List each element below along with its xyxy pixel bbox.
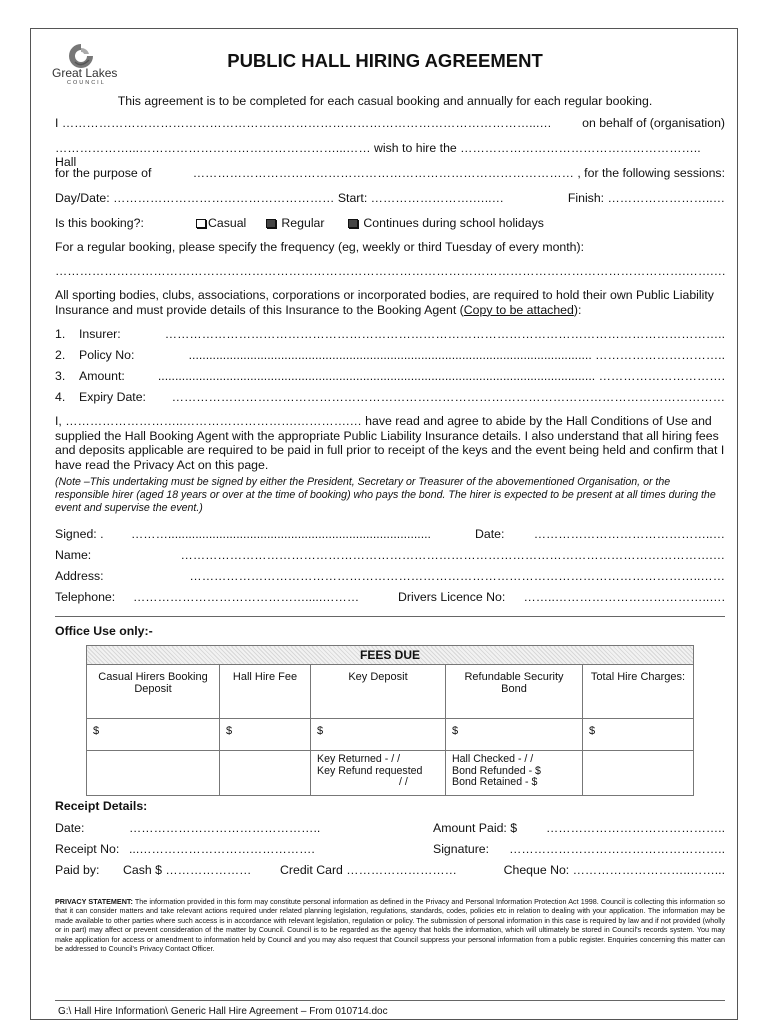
fees-due-header: FEES DUE	[87, 646, 694, 665]
hall-hire-fee-amount[interactable]: $	[220, 719, 311, 751]
casual-checkbox[interactable]	[196, 219, 206, 228]
date-field[interactable]: ……………………………………..…	[533, 527, 725, 541]
col-hall-hire-fee: Hall Hire Fee	[220, 665, 311, 719]
day-date-line[interactable]	[55, 191, 725, 205]
cheque-field[interactable]: Cheque No: ………………………..……...	[503, 863, 725, 877]
address-field[interactable]: ……………………………………………………………………………………………………………..……	[189, 569, 725, 583]
name-line[interactable]	[55, 548, 725, 562]
expiry-field[interactable]: ………………………………………………………………………………………………………………………	[171, 390, 725, 404]
receipt-date-line[interactable]	[55, 821, 725, 835]
regular-option[interactable]	[266, 216, 325, 230]
paid-by-label: Paid by:	[55, 863, 100, 877]
address-label: Address:	[55, 569, 104, 583]
purpose-label: for the purpose of	[55, 166, 152, 180]
office-use-heading: Office Use only:-	[55, 624, 153, 638]
expiry-label: Expiry Date:	[79, 390, 146, 404]
signed-field[interactable]: ……….............................................................................	[131, 527, 431, 541]
logo-name: Great Lakes	[52, 66, 118, 80]
frequency-question: For a regular booking, please specify the frequency (eg, weekly or third Tuesday of every month):	[55, 240, 585, 254]
receipt-date-field[interactable]: ………………………………………..	[129, 821, 321, 835]
cash-field[interactable]: Cash $ …………………	[123, 863, 252, 877]
copy-attached-text: Copy to be attached	[463, 302, 574, 317]
fees-table	[86, 645, 694, 796]
hall-checked-text: Hall Checked - / /	[452, 753, 534, 765]
signed-label: Signed: .	[55, 527, 104, 541]
key-return-cell[interactable]	[311, 751, 446, 796]
address-line[interactable]	[55, 569, 725, 583]
footer-path: G:\ Hall Hire Information\ Generic Hall Hire Agreement – From 010714.doc	[58, 1006, 388, 1017]
security-bond-amount[interactable]: $	[446, 719, 583, 751]
footer-divider	[55, 1000, 725, 1001]
total-charges-amount[interactable]: $	[583, 719, 694, 751]
name-field[interactable]: ………………………………………………………………………………………………………………….…	[180, 548, 725, 562]
date-label: Date:	[475, 527, 505, 541]
hall-check-cell[interactable]	[446, 751, 583, 796]
logo-subtitle: COUNCIL	[67, 80, 106, 86]
key-refund-text: Key Refund requested	[317, 764, 423, 777]
booking-type-label: Is this booking?:	[55, 216, 144, 230]
credit-card-field[interactable]: Credit Card ………………………	[280, 863, 457, 877]
telephone-field[interactable]: …………………………………….....………	[133, 590, 360, 604]
receipt-no-label: Receipt No:	[55, 842, 120, 856]
privacy-label: PRIVACY STATEMENT:	[55, 897, 133, 906]
receipt-signature-label: Signature:	[433, 842, 490, 856]
insurer-field[interactable]: ………………………………………………………………………………………………………………………..	[164, 327, 725, 341]
col-casual-deposit: Casual Hirers Booking Deposit	[87, 665, 220, 719]
booking-type-line	[55, 216, 725, 230]
intro-text: This agreement is to be completed for each casual booking and annually for each regular booking.	[117, 94, 653, 108]
continues-checkbox[interactable]	[348, 219, 358, 228]
receipt-no-field[interactable]: ...…………………………………….	[129, 842, 315, 856]
privacy-statement	[55, 897, 725, 953]
hirer-name-field[interactable]: I ……………………………………………………………………………………………………...…	[55, 116, 552, 130]
continues-label: Continues during school holidays	[363, 216, 544, 230]
casual-deposit-amount[interactable]: $	[87, 719, 220, 751]
hirer-line[interactable]	[55, 116, 725, 130]
receipt-heading: Receipt Details:	[55, 799, 148, 813]
purpose-line[interactable]	[55, 166, 725, 180]
regular-checkbox[interactable]	[266, 219, 276, 228]
receipt-signature-field[interactable]: ……………………………………………..	[509, 842, 725, 856]
signing-note: (Note –This undertaking must be signed by either the President, Secretary or Treasurer of the abovementioned Organisation, or the responsible hirer (aged 18 years or over at the time of booking) who pays the bond. The hirer is expected to be present at all times during the event and supervise the event.)	[55, 476, 716, 514]
paid-by-line[interactable]	[55, 863, 725, 877]
continues-option[interactable]	[348, 216, 544, 230]
finish-field[interactable]: Finish: ……………………..…	[567, 191, 725, 205]
bond-refunded-text: Bond Refunded - $	[452, 764, 541, 777]
bond-retained-text: Bond Retained - $	[452, 776, 538, 788]
receipt-no-line[interactable]	[55, 842, 725, 856]
licence-label: Drivers Licence No:	[398, 590, 506, 604]
col-total-charges: Total Hire Charges:	[583, 665, 694, 719]
frequency-field[interactable]: ……………………………………………………………………………………………………………………………………….…….…	[55, 264, 726, 278]
signed-line[interactable]	[55, 527, 725, 541]
insurer-label: Insurer:	[79, 327, 121, 341]
hall-line[interactable]: ………………...…………………………………………...…… wish to hire the ………………………………………………….. Hall	[55, 141, 701, 169]
regular-label: Regular	[281, 216, 325, 230]
declaration-paragraph: I, ………………………..……………………….………….… have read and agree to abide by the Hall Conditions of Use and supplied the Hall Booking Agent with the appropriate Public Liability Insurance details. I also understand that all hiring fees and deposits applicable are required to be paid in full prior to receipt of the keys and the event being held and confirm that I have read the Privacy Act on this page.	[55, 414, 725, 472]
amount-field[interactable]: ................................................................................................................................ ………………………….	[157, 369, 725, 383]
policy-label: Policy No:	[79, 348, 135, 362]
amount-label: Amount:	[79, 369, 125, 383]
amount-paid-field[interactable]: ……………………………………..	[546, 821, 725, 835]
casual-label: Casual	[208, 216, 247, 230]
privacy-text: The information provided in this form may constitute personal information as defined in the Privacy and Personal Information Protection Act 1998. Council is collecting this information so that it can consider matters and take relevant actions required under related planning legislation, regulations, standards, codes, policies etc in relation to dealing with your application. The information may be made available to other parties where such access is in accordance with relevant legislation, regulation or policy. The submission of personal information in this case is required by law and if not provided (wholly or in part) may affect or prevent consideration of the matter by Council. Council is to be regarded as the agency that holds the information, which will ultimately be stored in Council's records system. You may make application for access or amendment to information held by Council and you may also request that Council suppress your personal information from a public register. Enquiries concerning this matter can be addressed to Council's Privacy Contact Officer.	[55, 897, 725, 954]
purpose-field[interactable]: ………………………………………………………………………………… , for the following sessions:	[192, 166, 725, 180]
insurance-paragraph: All sporting bodies, clubs, associations, corporations or incorporated bodies, are required to hold their own Public Liability Insurance and must provide details of this Insurance to the Booking Agent (Copy to be attached):	[55, 288, 714, 317]
casual-option[interactable]	[196, 216, 246, 230]
telephone-line[interactable]	[55, 590, 725, 604]
organisation-label: on behalf of (organisation)	[582, 116, 725, 130]
key-returned-text: Key Returned - / /	[317, 753, 401, 765]
receipt-date-label: Date:	[55, 821, 85, 835]
page-title: PUBLIC HALL HIRING AGREEMENT	[227, 50, 543, 71]
amount-paid-label: Amount Paid: $	[433, 821, 518, 835]
key-deposit-amount[interactable]: $	[311, 719, 446, 751]
col-security-bond: Refundable Security Bond	[446, 665, 583, 719]
telephone-label: Telephone:	[55, 590, 116, 604]
day-date-start-field[interactable]: Day/Date: ……………………………………………… Start: …………………….…..…	[55, 191, 504, 205]
policy-field[interactable]: ...................................................................................................................... …………………………..	[188, 348, 725, 362]
name-label: Name:	[55, 548, 92, 562]
key-refund-date: / /	[399, 776, 408, 788]
licence-field[interactable]: ……..………………………………..….	[523, 590, 725, 604]
divider	[55, 616, 725, 617]
col-key-deposit: Key Deposit	[311, 665, 446, 719]
